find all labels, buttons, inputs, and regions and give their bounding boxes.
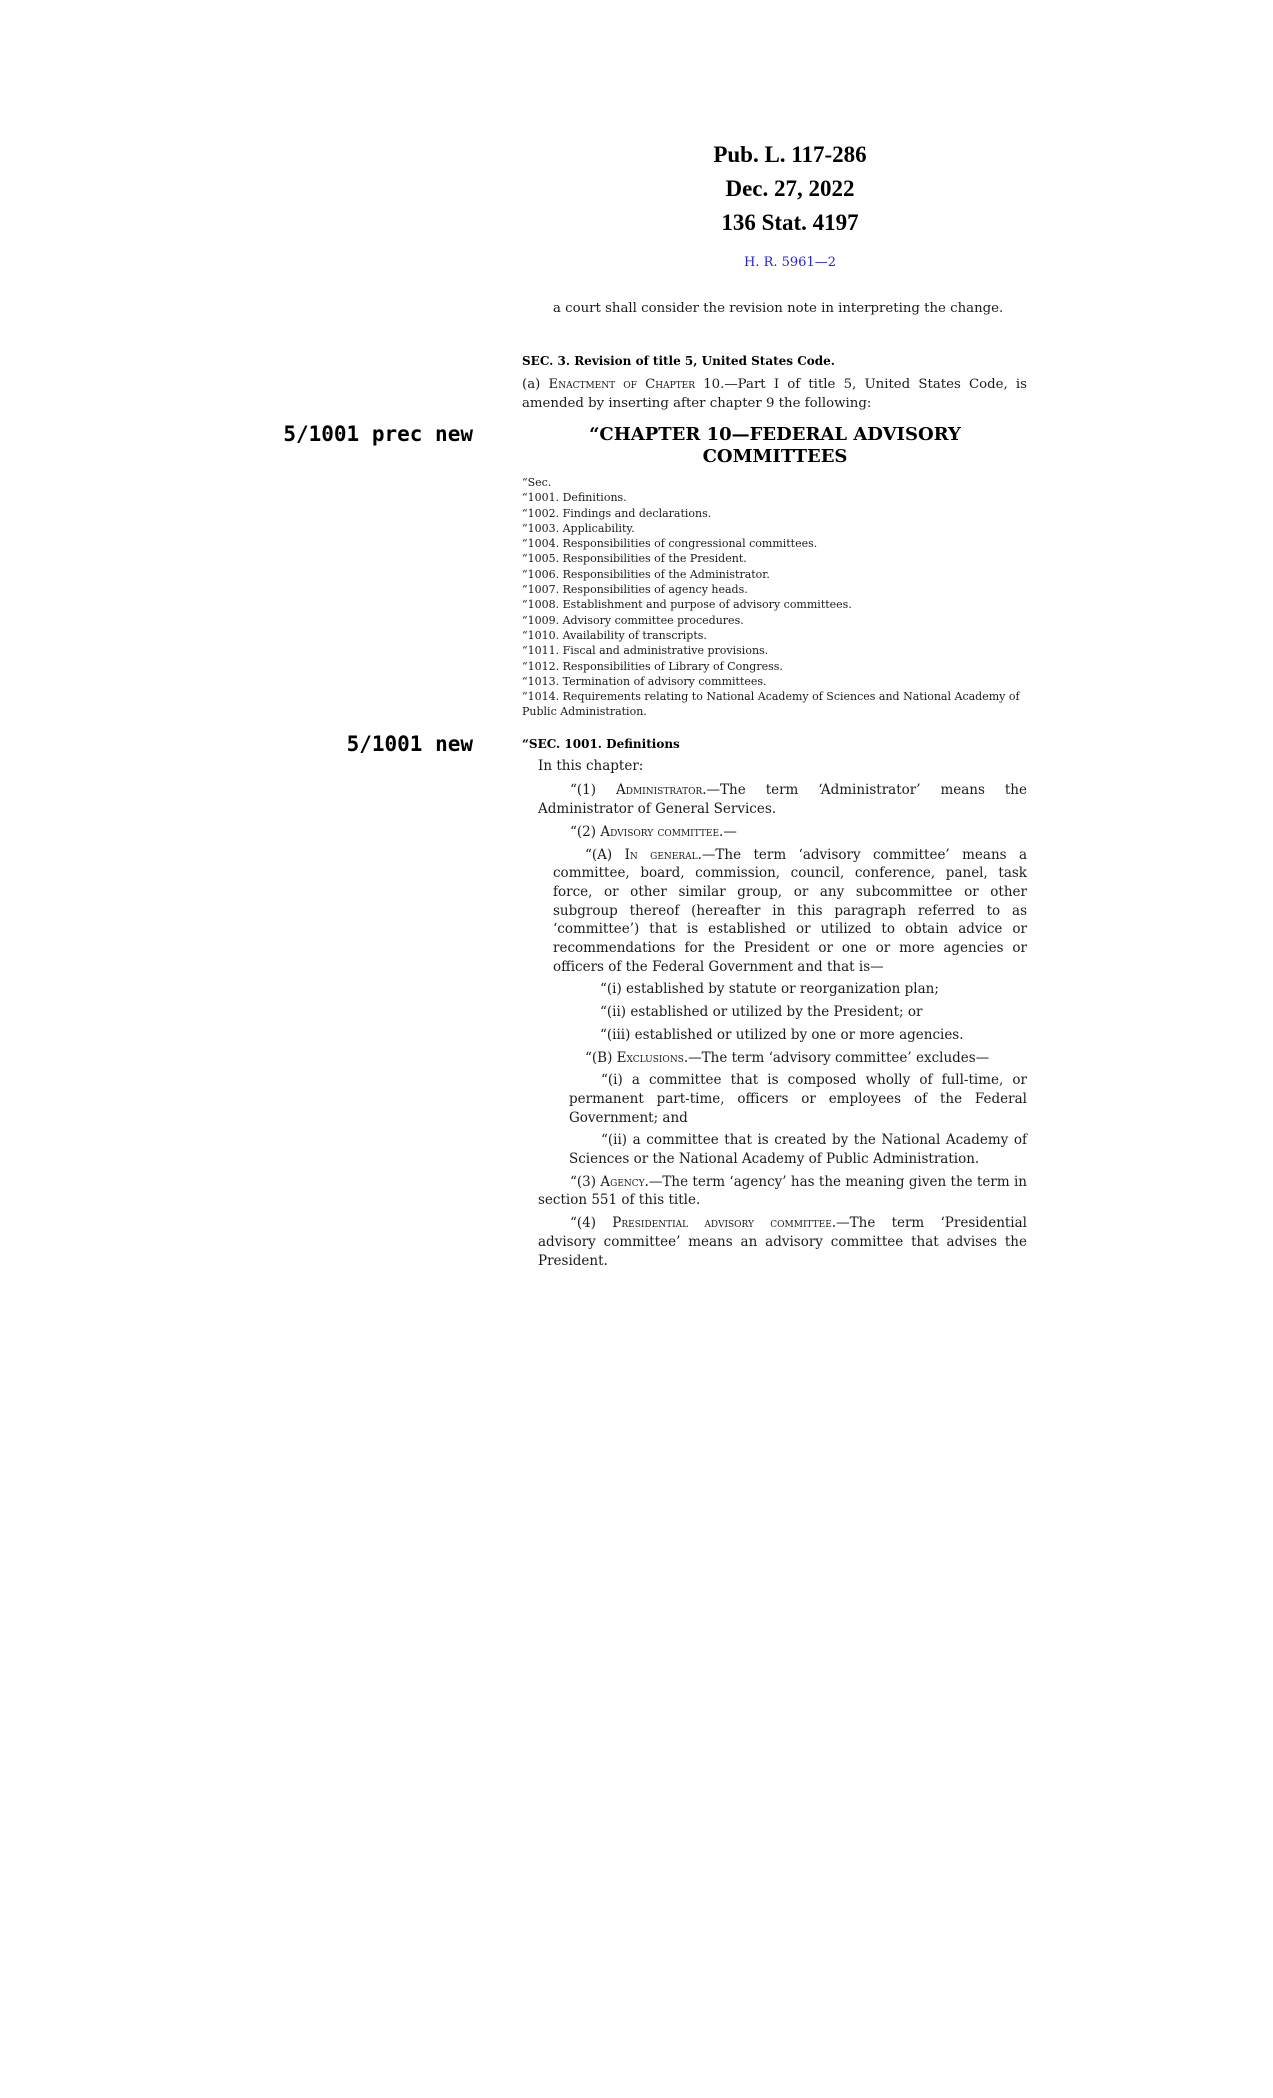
para-a-heading: Enactment of Chapter 10: [548, 377, 721, 392]
toc-item: “1003. Applicability.: [522, 521, 635, 535]
subparagraph-heading: In general: [624, 846, 698, 863]
subparagraph-a-in-general: [522, 846, 1027, 977]
toc-item: “1007. Responsibilities of agency heads.: [522, 583, 748, 597]
subparagraph-heading: Exclusions: [616, 1049, 684, 1066]
toc-item: “1012. Responsibilities of Library of Congress.: [522, 659, 783, 673]
toc-item: “1001. Definitions.: [522, 491, 627, 505]
toc-item: “1002. Findings and declarations.: [522, 506, 712, 520]
toc-item: “1014. Requirements relating to National Academy of Sciences and National Academy of Public Administration.: [522, 690, 1020, 719]
law-citation-header: [590, 138, 990, 240]
section-1001-heading: “SEC. 1001. Definitions: [522, 737, 680, 751]
margin-note-new: 5/1001 new: [346, 732, 473, 756]
section-3: [522, 352, 1027, 413]
definition-label: “(2): [570, 823, 597, 840]
clause-a-i: “(i) established by statute or reorganization plan;: [600, 981, 939, 998]
toc-item: “1011. Fiscal and administrative provisions.: [522, 644, 769, 658]
public-law-number: Pub. L. 117-286: [713, 142, 867, 167]
definition-label: “(3): [570, 1173, 597, 1190]
toc-item: “1005. Responsibilities of the President.: [522, 552, 747, 566]
clause-b-ii: “(ii) a committee that is created by the National Academy of Sciences or the National Academy of Public Administration.: [569, 1132, 1027, 1168]
chapter-title: “CHAPTER 10—FEDERAL ADVISORY COMMITTEES: [589, 424, 961, 467]
definition-agency: [522, 1173, 1027, 1210]
clause-b-i: “(i) a committee that is composed wholly of full-time, or permanent part-time, officers or employees of the Federal Government; and: [569, 1072, 1027, 1126]
para-a-label: (a): [522, 377, 541, 392]
subparagraph-label: “(B): [585, 1049, 613, 1066]
subparagraph-text: .—The term ‘advisory committee’ excludes—: [683, 1049, 990, 1066]
enactment-date: Dec. 27, 2022: [725, 176, 855, 201]
intro-paragraph: [553, 299, 1027, 318]
statutes-page: 136 Stat. 4197: [721, 210, 859, 235]
toc-item: “1013. Termination of advisory committees.: [522, 674, 767, 688]
definition-advisory-committee: [522, 823, 1027, 842]
definition-text: .—The term ‘agency’ has the meaning given the term in section 551 of this title.: [538, 1173, 1027, 1209]
section-3-para-a: [522, 375, 1027, 413]
definition-heading: Advisory committee: [600, 823, 720, 840]
toc-item: “1008. Establishment and purpose of advisory committees.: [522, 598, 852, 612]
clause-a-iii: “(iii) established or utilized by one or more agencies.: [600, 1026, 964, 1043]
toc-item: “1004. Responsibilities of congressional committees.: [522, 537, 818, 551]
subparagraph-text: .—The term ‘advisory committee’ means a committee, board, commission, council, conference, panel, task force, or other similar group, or any subcommittee or other subgroup thereof (hereafter in this paragraph referred to as ‘committee’) that is established or utilized to obtain advice or recommendations for the President or one or more agencies or officers of the Federal Government and that is—: [553, 846, 1028, 975]
chapter-table-of-contents: [522, 475, 1027, 720]
toc-item: “1010. Availability of transcripts.: [522, 628, 707, 642]
definition-heading: Presidential advisory committee: [612, 1215, 832, 1232]
section-1001: [522, 735, 1027, 1270]
margin-note-prec-new: 5/1001 prec new: [283, 422, 473, 446]
subparagraph-label: “(A): [585, 846, 613, 863]
section-3-heading: SEC. 3. Revision of title 5, United States Code.: [522, 354, 835, 368]
definition-presidential-advisory-committee: [522, 1214, 1027, 1270]
definition-heading: Agency: [600, 1173, 645, 1190]
clause-a-ii: “(ii) established or utilized by the President; or: [600, 1004, 923, 1021]
section-1001-intro: In this chapter:: [538, 757, 644, 774]
bill-reference-link[interactable]: H. R. 5961—2: [743, 255, 836, 270]
definition-text: .—The term ‘Presidential advisory committee’ means an advisory committee that advises the President.: [538, 1215, 1027, 1269]
intro-text: a court shall consider the revision note in interpreting the change.: [553, 301, 1004, 316]
definition-text: .—: [719, 823, 737, 840]
toc-item: “1009. Advisory committee procedures.: [522, 613, 744, 627]
definition-text: .—The term ‘Administrator’ means the Administrator of General Services.: [538, 782, 1027, 818]
definition-heading: Administrator: [615, 782, 703, 799]
toc-item: “1006. Responsibilities of the Administrator.: [522, 567, 770, 581]
definition-label: “(4): [570, 1215, 597, 1232]
toc-item: “Sec.: [522, 476, 552, 489]
para-a-text: .—Part I of title 5, United States Code, is amended by inserting after chapter 9 the following:: [522, 377, 1027, 411]
definition-administrator: [522, 781, 1027, 818]
subparagraph-b-exclusions: [522, 1049, 1027, 1068]
definition-label: “(1): [570, 782, 597, 799]
